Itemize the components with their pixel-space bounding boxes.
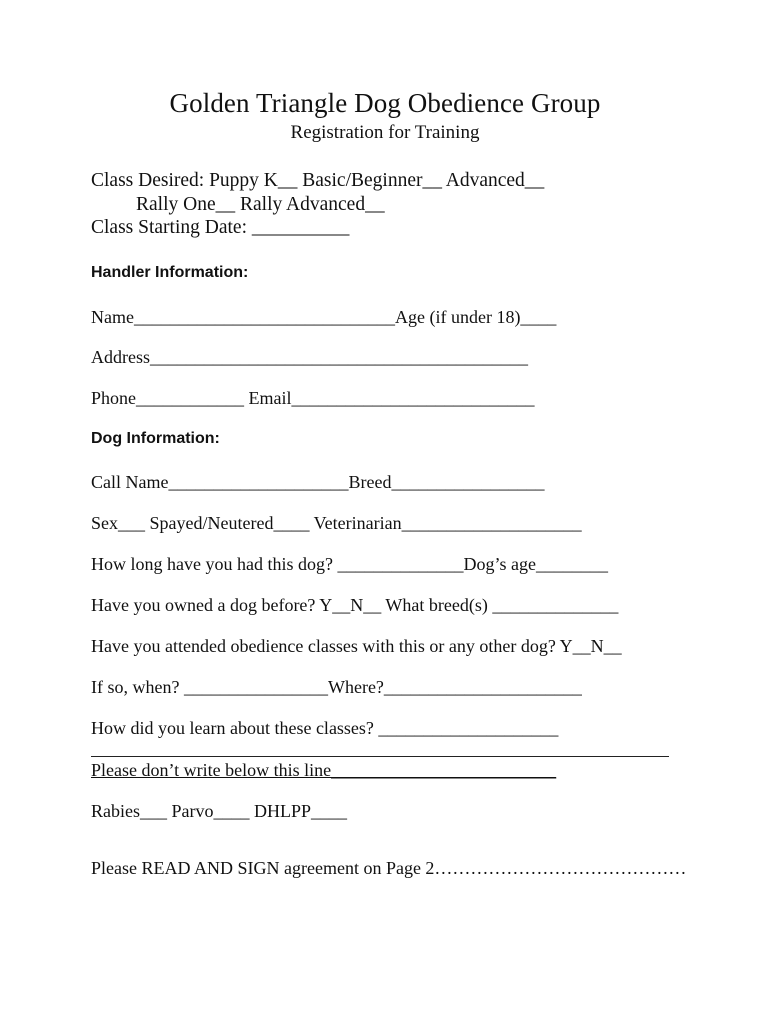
- dog-attended-classes-row: Have you attended obedience classes with this or any other dog? Y__N__: [91, 636, 622, 656]
- agreement-note: Please READ AND SIGN agreement on Page 2……………………………………: [91, 858, 687, 878]
- dog-information-heading: Dog Information:: [91, 430, 220, 447]
- handler-information-heading: Handler Information:: [91, 264, 249, 281]
- class-desired-line: Class Desired: Puppy K__ Basic/Beginner__ Advanced__: [91, 170, 545, 191]
- dog-owned-before-row: Have you owned a dog before? Y__N__ What breed(s) ______________: [91, 595, 619, 615]
- class-starting-date-line: Class Starting Date: __________: [91, 217, 350, 238]
- dog-if-so-when-where-row: If so, when? ________________Where?______________________: [91, 677, 582, 697]
- dog-sex-spayed-vet-row: Sex___ Spayed/Neutered____ Veterinarian____________________: [91, 513, 582, 533]
- blank-answer-rule: [91, 756, 669, 757]
- handler-phone-email-row: Phone____________ Email___________________________: [91, 388, 535, 408]
- dog-how-long-age-row: How long have you had this dog? ______________Dog’s age________: [91, 554, 608, 574]
- office-use-divider-text: Please don’t write below this line_________________________: [91, 760, 557, 780]
- handler-address-row: Address__________________________________________: [91, 347, 528, 367]
- handler-name-row: Name_____________________________Age (if under 18)____: [91, 307, 557, 327]
- rally-class-line: Rally One__ Rally Advanced__: [136, 194, 385, 215]
- form-title: Golden Triangle Dog Obedience Group: [169, 88, 601, 118]
- vaccination-row: Rabies___ Parvo____ DHLPP____: [91, 801, 347, 821]
- learn-about-classes-row: How did you learn about these classes? ____________________: [91, 718, 559, 738]
- dog-call-name-breed-row: Call Name____________________Breed_________________: [91, 472, 545, 492]
- form-subtitle: Registration for Training: [290, 122, 480, 143]
